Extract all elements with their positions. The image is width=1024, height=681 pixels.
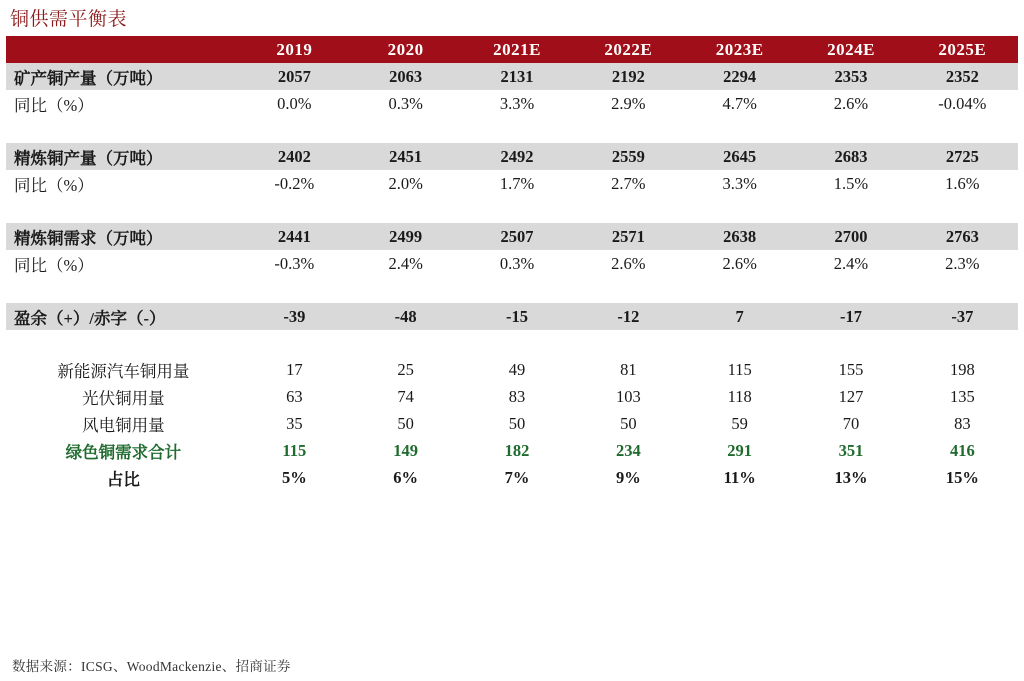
cell: 17: [239, 356, 350, 383]
cell: 416: [907, 437, 1018, 464]
table-spacer-row: [6, 117, 1018, 143]
cell: 25: [350, 356, 461, 383]
spacer-cell: [6, 117, 239, 143]
table-row: [6, 464, 1018, 491]
table-corner-cell: [6, 36, 239, 63]
cell: 83: [907, 410, 1018, 437]
cell: 70: [795, 410, 906, 437]
spacer-cell: [461, 277, 572, 303]
table-row: [6, 383, 1018, 410]
table-row: [6, 143, 1018, 170]
page-title: 铜供需平衡表: [10, 9, 128, 30]
cell: 13%: [795, 464, 906, 491]
table-row: [6, 437, 1018, 464]
source-note: 数据来源：ICSG、WoodMackenzie、招商证券: [12, 659, 291, 674]
cell: 4.7%: [684, 90, 795, 117]
cell: 155: [795, 356, 906, 383]
spacer-cell: [795, 330, 906, 356]
cell: 2571: [573, 223, 684, 250]
table-header-row: [6, 36, 1018, 63]
cell: 2.6%: [573, 250, 684, 277]
cell: 2.9%: [573, 90, 684, 117]
spacer-cell: [573, 330, 684, 356]
cell: 15%: [907, 464, 1018, 491]
cell: 103: [573, 383, 684, 410]
cell: 6%: [350, 464, 461, 491]
column-header-2021e: 2021E: [461, 36, 572, 63]
cell: 351: [795, 437, 906, 464]
cell: 0.3%: [461, 250, 572, 277]
cell: 50: [350, 410, 461, 437]
row-label: 占比: [6, 464, 239, 491]
row-label: 同比（%）: [6, 90, 239, 117]
column-header-2023e: 2023E: [684, 36, 795, 63]
row-label: 光伏铜用量: [6, 383, 239, 410]
cell: 115: [239, 437, 350, 464]
cell: 2.0%: [350, 170, 461, 197]
cell: 2725: [907, 143, 1018, 170]
row-label: 精炼铜需求（万吨）: [6, 223, 239, 250]
row-label: 风电铜用量: [6, 410, 239, 437]
row-label: 绿色铜需求合计: [6, 437, 239, 464]
table-spacer-row: [6, 277, 1018, 303]
cell: 11%: [684, 464, 795, 491]
cell: -37: [907, 303, 1018, 330]
copper-supply-demand-table: [6, 36, 1018, 491]
cell: 9%: [573, 464, 684, 491]
row-label: 精炼铜产量（万吨）: [6, 143, 239, 170]
column-header-2025e: 2025E: [907, 36, 1018, 63]
spacer-cell: [461, 197, 572, 223]
table-spacer-row: [6, 330, 1018, 356]
spacer-cell: [239, 117, 350, 143]
spacer-cell: [350, 197, 461, 223]
cell: 3.3%: [684, 170, 795, 197]
cell: 135: [907, 383, 1018, 410]
table-row: [6, 303, 1018, 330]
cell: 81: [573, 356, 684, 383]
table-row: [6, 356, 1018, 383]
cell: 2.3%: [907, 250, 1018, 277]
cell: 50: [573, 410, 684, 437]
cell: 118: [684, 383, 795, 410]
table-header: [6, 36, 1018, 63]
column-header-2024e: 2024E: [795, 36, 906, 63]
spacer-cell: [6, 277, 239, 303]
table-row: [6, 90, 1018, 117]
cell: 1.6%: [907, 170, 1018, 197]
cell: 35: [239, 410, 350, 437]
cell: 74: [350, 383, 461, 410]
table-row: [6, 410, 1018, 437]
row-label: 新能源汽车铜用量: [6, 356, 239, 383]
cell: 291: [684, 437, 795, 464]
cell: 2.6%: [684, 250, 795, 277]
cell: 0.3%: [350, 90, 461, 117]
spacer-cell: [684, 117, 795, 143]
cell: 2763: [907, 223, 1018, 250]
cell: 198: [907, 356, 1018, 383]
cell: 2559: [573, 143, 684, 170]
spacer-cell: [795, 197, 906, 223]
spacer-cell: [795, 117, 906, 143]
cell: 59: [684, 410, 795, 437]
cell: 1.5%: [795, 170, 906, 197]
cell: 2131: [461, 63, 572, 90]
cell: 2499: [350, 223, 461, 250]
cell: 2645: [684, 143, 795, 170]
spacer-cell: [239, 197, 350, 223]
cell: 2.4%: [350, 250, 461, 277]
cell: 2192: [573, 63, 684, 90]
cell: -0.2%: [239, 170, 350, 197]
spacer-cell: [350, 277, 461, 303]
cell: 2451: [350, 143, 461, 170]
spacer-cell: [907, 197, 1018, 223]
table-row: [6, 223, 1018, 250]
row-label: 矿产铜产量（万吨）: [6, 63, 239, 90]
cell: 127: [795, 383, 906, 410]
table-body: [6, 63, 1018, 491]
spacer-cell: [239, 277, 350, 303]
row-label: 同比（%）: [6, 170, 239, 197]
spacer-cell: [239, 330, 350, 356]
cell: 2.4%: [795, 250, 906, 277]
cell: 2700: [795, 223, 906, 250]
cell: -0.04%: [907, 90, 1018, 117]
cell: 7%: [461, 464, 572, 491]
spacer-cell: [907, 117, 1018, 143]
cell: 50: [461, 410, 572, 437]
cell: 5%: [239, 464, 350, 491]
cell: 3.3%: [461, 90, 572, 117]
cell: 2441: [239, 223, 350, 250]
cell: 63: [239, 383, 350, 410]
spacer-cell: [573, 197, 684, 223]
cell: 7: [684, 303, 795, 330]
cell: -0.3%: [239, 250, 350, 277]
column-header-2019: 2019: [239, 36, 350, 63]
spacer-cell: [684, 277, 795, 303]
cell: 2683: [795, 143, 906, 170]
spacer-cell: [350, 330, 461, 356]
spacer-cell: [6, 330, 239, 356]
spacer-cell: [907, 277, 1018, 303]
spacer-cell: [907, 330, 1018, 356]
cell: -12: [573, 303, 684, 330]
cell: 2294: [684, 63, 795, 90]
cell: 2402: [239, 143, 350, 170]
cell: 2057: [239, 63, 350, 90]
table-row: [6, 63, 1018, 90]
cell: -15: [461, 303, 572, 330]
cell: 83: [461, 383, 572, 410]
cell: 182: [461, 437, 572, 464]
spacer-cell: [795, 277, 906, 303]
spacer-cell: [684, 330, 795, 356]
table-spacer-row: [6, 197, 1018, 223]
cell: -39: [239, 303, 350, 330]
row-label: 同比（%）: [6, 250, 239, 277]
spacer-cell: [684, 197, 795, 223]
spacer-cell: [461, 117, 572, 143]
spacer-cell: [573, 117, 684, 143]
cell: 149: [350, 437, 461, 464]
row-label: 盈余（+）/赤字（-）: [6, 303, 239, 330]
cell: -17: [795, 303, 906, 330]
cell: -48: [350, 303, 461, 330]
spacer-cell: [350, 117, 461, 143]
cell: 2.6%: [795, 90, 906, 117]
cell: 2638: [684, 223, 795, 250]
table-row: [6, 250, 1018, 277]
table-row: [6, 170, 1018, 197]
spacer-cell: [461, 330, 572, 356]
cell: 1.7%: [461, 170, 572, 197]
cell: 2507: [461, 223, 572, 250]
spacer-cell: [6, 197, 239, 223]
cell: 0.0%: [239, 90, 350, 117]
cell: 2492: [461, 143, 572, 170]
cell: 2.7%: [573, 170, 684, 197]
column-header-2020: 2020: [350, 36, 461, 63]
cell: 115: [684, 356, 795, 383]
cell: 2353: [795, 63, 906, 90]
column-header-2022e: 2022E: [573, 36, 684, 63]
cell: 2063: [350, 63, 461, 90]
cell: 234: [573, 437, 684, 464]
spacer-cell: [573, 277, 684, 303]
cell: 2352: [907, 63, 1018, 90]
cell: 49: [461, 356, 572, 383]
